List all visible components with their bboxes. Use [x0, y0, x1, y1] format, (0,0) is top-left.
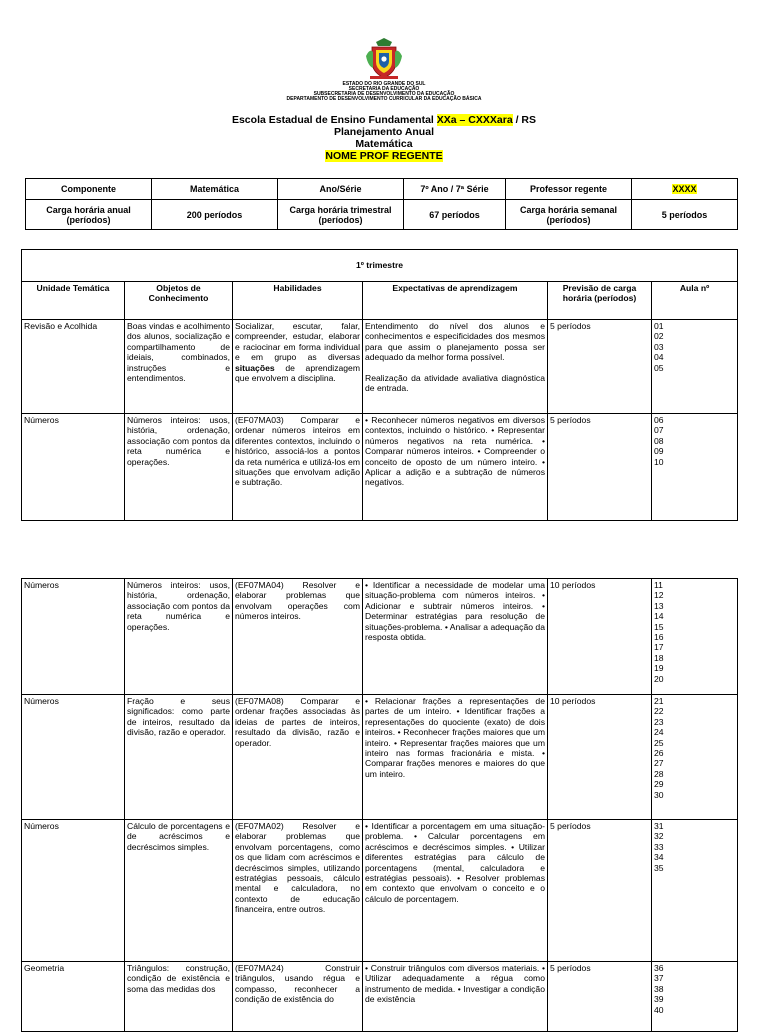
- lesson-number: 07: [654, 425, 664, 436]
- school-name-line: [0, 114, 768, 126]
- continuation-table: [21, 578, 738, 1032]
- teacher-line: [0, 150, 768, 162]
- lesson-number: 39: [654, 994, 664, 1005]
- info-label-weekly-hours: Carga horária semanal (períodos): [506, 200, 632, 230]
- cell-hours: 10 períodos: [548, 579, 652, 695]
- col-header-expectations: Expectativas de aprendizagem: [363, 282, 548, 320]
- cell-skills: (EF07MA02) Resolver e elaborar problemas que envolvam porcentagens, como os que lidam com acréscimos e decréscimos simples, utilizando estratégias pessoais, cálculo mental e calculadora, no contexto de educação financeira, entre outros.: [233, 820, 363, 962]
- info-label-teacher: Professor regente: [506, 179, 632, 200]
- info-label-grade: Ano/Série: [278, 179, 404, 200]
- lesson-number: 06: [654, 415, 664, 425]
- lesson-number: 09: [654, 446, 664, 457]
- lesson-number: 29: [654, 779, 664, 790]
- cell-objects: Números inteiros: usos, história, ordenação, associação com pontos da reta numérica e operações.: [125, 414, 233, 521]
- cell-objects: Números inteiros: usos, história, ordenação, associação com pontos da reta numérica e operações.: [125, 579, 233, 695]
- cell-objects: Boas vindas e acolhimento dos alunos, socialização e compartilhamento de ideiais, combinados, instruções e entendimentos.: [125, 320, 233, 414]
- table-row: [22, 579, 738, 695]
- cell-hours: 5 períodos: [548, 320, 652, 414]
- cell-skills: (EF07MA08) Comparar e ordenar frações associadas às ideias de partes de inteiros, resultado da divisão, razão e operador.: [233, 695, 363, 820]
- lesson-number: 13: [654, 600, 664, 611]
- cell-unit: Revisão e Acolhida: [22, 320, 125, 414]
- info-value-annual-hours: 200 períodos: [152, 200, 278, 230]
- lesson-number: 14: [654, 611, 664, 622]
- lesson-number: 15: [654, 621, 664, 632]
- lesson-number: 22: [654, 706, 664, 717]
- lesson-number: 25: [654, 737, 664, 748]
- info-value-weekly-hours: 5 períodos: [632, 200, 738, 230]
- lesson-number: 31: [654, 821, 664, 831]
- lesson-number: 16: [654, 632, 664, 643]
- school-suffix: / RS: [515, 114, 537, 126]
- cell-expectations: • Identificar a necessidade de modelar uma situação-problema com números inteiros. • Adicionar e subtrair números inteiros. • Determinar estratégias para resolução de situações-problema. • Analisar a adequação da resposta obtida.: [363, 579, 548, 695]
- trimester-title: 1º trimestre: [22, 250, 738, 282]
- skills-text: Socializar, escutar, falar, compreender, estudar, elaborar e raciocinar em forma individual e em grupo as diversas: [235, 321, 360, 363]
- lesson-number: 37: [654, 973, 664, 984]
- header-secretariat: SECRETARIA DA EDUCAÇÃO: [348, 86, 420, 92]
- cell-unit: Números: [22, 414, 125, 521]
- teacher-name: NOME PROF REGENTE: [325, 150, 443, 162]
- cell-unit: Números: [22, 579, 125, 695]
- cell-hours: 5 períodos: [548, 820, 652, 962]
- col-header-hours: Previsão de carga horária (períodos): [548, 282, 652, 320]
- skills-bold-text: situações: [235, 362, 275, 373]
- lesson-number: 12: [654, 590, 664, 601]
- coat-of-arms-logo: [364, 38, 404, 80]
- cell-expectations: • Construir triângulos com diversos materiais. • Utilizar adequadamente a régua como instrumento de medida. • Investigar a condição de existência: [363, 962, 548, 1032]
- lesson-number: 38: [654, 983, 664, 994]
- school-prefix: Escola Estadual de Ensino Fundamental: [231, 114, 434, 126]
- col-header-lesson: Aula nº: [652, 282, 738, 320]
- cell-hours: 5 períodos: [548, 962, 652, 1032]
- lesson-number: 32: [654, 831, 664, 842]
- cell-expectations: [363, 320, 548, 414]
- lesson-number: 19: [654, 663, 664, 674]
- subject-title: Matemática: [355, 138, 413, 150]
- lesson-number: 40: [654, 1004, 664, 1015]
- cell-lessons: [652, 820, 738, 962]
- cell-skills: (EF07MA24) Construir triângulos, usando régua e compasso, reconhecer a condição de existência do: [233, 962, 363, 1032]
- info-table: [25, 178, 738, 230]
- header-department: DEPARTAMENTO DE DESENVOLVIMENTO CURRICULAR DA EDUCAÇÃO BÁSICA: [286, 96, 482, 102]
- lesson-number: 17: [654, 642, 664, 653]
- lesson-number: 10: [654, 456, 664, 467]
- lesson-number: 34: [654, 852, 664, 863]
- cell-lessons: [652, 579, 738, 695]
- col-header-objects: Objetos de Conhecimento: [125, 282, 233, 320]
- cell-lessons: [652, 320, 738, 414]
- table-row: [22, 962, 738, 1032]
- lesson-number: 01: [654, 321, 664, 331]
- teacher-placeholder: XXXX: [672, 184, 697, 194]
- cell-skills: (EF07MA04) Resolver e elaborar problemas que envolvam operações com números inteiros.: [233, 579, 363, 695]
- col-header-skills: Habilidades: [233, 282, 363, 320]
- lesson-number: 27: [654, 758, 664, 769]
- cell-objects: Fração e seus significados: como parte de inteiros, resultado da divisão, razão e operador.: [125, 695, 233, 820]
- info-label-component: Componente: [26, 179, 152, 200]
- header-subsecretariat: SUBSECRETARIA DE DESENVOLVIMENTO DA EDUCAÇÃO: [313, 91, 455, 97]
- info-label-annual-hours: Carga horária anual (períodos): [26, 200, 152, 230]
- info-value-teacher: [632, 179, 738, 200]
- cell-skills: (EF07MA03) Comparar e ordenar números inteiros em diferentes contextos, incluindo o histórico, associá-los a pontos da reta numérica e utilizá-los em situações que envolvam adição e subtração.: [233, 414, 363, 521]
- cell-objects: Cálculo de porcentagens e de acréscimos e decréscimos simples.: [125, 820, 233, 962]
- cell-expectations: • Identificar a porcentagem em uma situação-problema. • Calcular porcentagens em acréscimos e decréscimos simples. • Utilizar diferentes estratégias para cálculo de porcentagens (mental, calculadora e estratégias pessoais). • Resolver problemas em contexto que envolvam o conceito e o cálculo de porcentagem.: [363, 820, 548, 962]
- skills-text: de aprendizagem que envolvem a disciplina.: [235, 362, 360, 384]
- lesson-number: 35: [654, 862, 664, 873]
- lesson-number: 18: [654, 652, 664, 663]
- lesson-number: 05: [654, 362, 664, 373]
- lesson-number: 33: [654, 841, 664, 852]
- info-value-component: Matemática: [152, 179, 278, 200]
- lesson-number: 11: [654, 580, 663, 590]
- lesson-number: 20: [654, 673, 664, 684]
- lesson-number: 30: [654, 789, 664, 800]
- lesson-number: 24: [654, 727, 664, 738]
- cell-unit: Números: [22, 820, 125, 962]
- lesson-number: 23: [654, 716, 664, 727]
- cell-hours: 5 períodos: [548, 414, 652, 521]
- col-header-unit: Unidade Temática: [22, 282, 125, 320]
- expectation-text: Realização da atividade avaliativa diagnóstica de entrada.: [365, 372, 545, 394]
- expectation-text: Entendimento do nível dos alunos e conhecimentos e especificidades dos mesmos para que assim o planejamento possa ser adequado da melhor forma possível.: [365, 321, 545, 363]
- cell-unit: Geometria: [22, 962, 125, 1032]
- trimester-table: [21, 249, 738, 521]
- cell-skills: [233, 320, 363, 414]
- info-value-grade: 7º Ano / 7ª Série: [404, 179, 506, 200]
- lesson-number: 36: [654, 963, 664, 973]
- plan-title: Planejamento Anual: [334, 126, 434, 138]
- cell-objects: Triângulos: construção, condição de existência e soma das medidas dos: [125, 962, 233, 1032]
- table-row: [22, 820, 738, 962]
- lesson-number: 26: [654, 748, 664, 759]
- table-row: [22, 695, 738, 820]
- table-row: [22, 320, 738, 414]
- cell-expectations: • Relacionar frações a representações de partes de um inteiro. • Identificar frações a representações do quociente (exato) de dois inteiros. • Reconhecer frações maiores que um inteiro. • Representar frações maiores que um inteiro nas formas fracionária e mista. • Comparar frações menores e maiores do que um inteiro.: [363, 695, 548, 820]
- lesson-number: 21: [654, 696, 664, 706]
- lesson-number: 03: [654, 341, 664, 352]
- lesson-number: 28: [654, 768, 664, 779]
- lesson-number: 04: [654, 352, 664, 363]
- lesson-number: 02: [654, 331, 664, 342]
- header-state: ESTADO DO RIO GRANDE DO SUL: [342, 81, 426, 87]
- cell-lessons: [652, 695, 738, 820]
- cell-expectations: • Reconhecer números negativos em diversos contextos, incluindo o histórico. • Representar números negativos na reta numérica. • Comparar números inteiros. • Compreender o conceito de oposto de um número inteiro. • Aplicar a adição e a subtração de números negativos.: [363, 414, 548, 521]
- cell-lessons: [652, 414, 738, 521]
- cell-unit: Números: [22, 695, 125, 820]
- school-name: XXa – CXXXara: [436, 114, 513, 126]
- table-row: [22, 414, 738, 521]
- cell-lessons: [652, 962, 738, 1032]
- cell-hours: 10 períodos: [548, 695, 652, 820]
- info-label-trimester-hours: Carga horária trimestral (períodos): [278, 200, 404, 230]
- info-value-trimester-hours: 67 períodos: [404, 200, 506, 230]
- lesson-number: 08: [654, 435, 664, 446]
